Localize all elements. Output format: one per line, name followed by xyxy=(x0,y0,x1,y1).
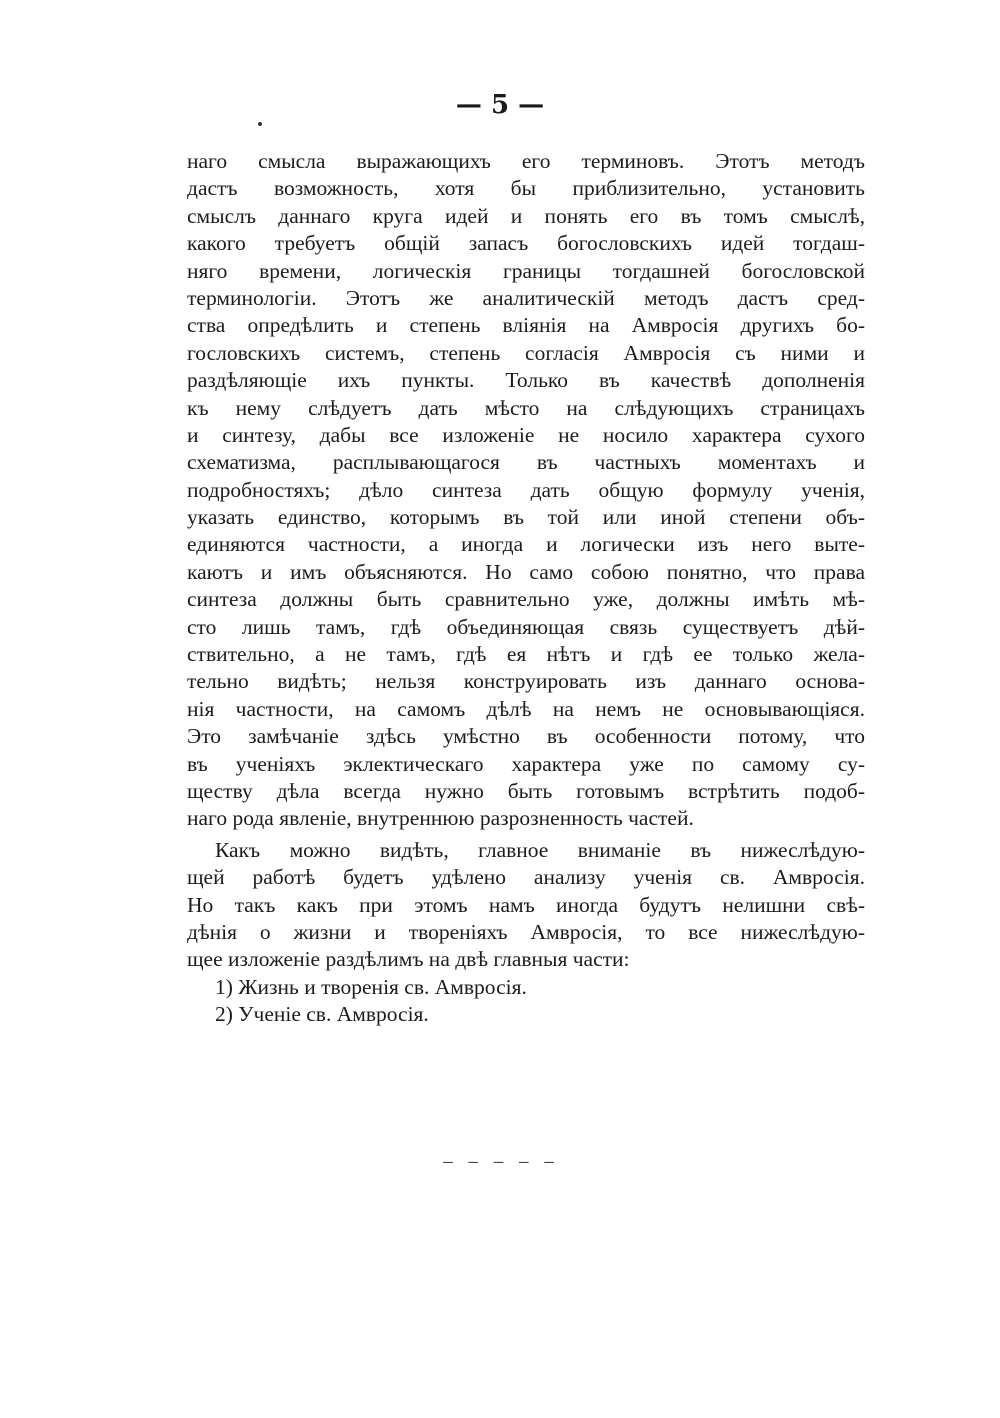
text-line: къ нему слѣдуетъ дать мѣсто на слѣдующихъ страницахъ xyxy=(187,395,865,420)
text-line: гословскихъ системъ, степень согласія Амвросія съ ними и xyxy=(187,340,865,365)
end-ornament: – – – – – xyxy=(443,1152,557,1171)
list-item: 2) Ученіе св. Амвросія. xyxy=(215,1002,429,1027)
text-line: единяются частности, а иногда и логически изъ него выте- xyxy=(187,532,865,557)
text-line: схематизма, расплывающагося въ частныхъ моментахъ и xyxy=(187,450,865,475)
text-line: дастъ возможность, хотя бы приблизительно, установить xyxy=(187,176,865,201)
parts-list xyxy=(187,974,865,1029)
text-line: каютъ и имъ объясняются. Но само собою понятно, что права xyxy=(187,559,865,584)
paragraph-1 xyxy=(187,148,865,833)
print-speck xyxy=(258,122,262,126)
text-line: ствительно, а не тамъ, гдѣ ея нѣтъ и гдѣ ее только жела- xyxy=(187,642,865,667)
paragraph-2 xyxy=(187,837,865,974)
text-line: какого требуетъ общій запасъ богословскихъ идей тогдаш- xyxy=(187,231,865,256)
text-line: ства опредѣлить и степень вліянія на Амвросія другихъ бо- xyxy=(187,313,865,338)
text-line: дѣнія о жизни и твореніяхъ Амвросія, то все нижеслѣдую- xyxy=(187,919,865,944)
text-line: нія частности, на самомъ дѣлѣ на немъ не основывающіяся. xyxy=(187,696,865,721)
text-line: Но такъ какъ при этомъ намъ иногда будутъ нелишни свѣ- xyxy=(187,892,865,917)
text-line: ществу дѣла всегда нужно быть готовымъ встрѣтить подоб- xyxy=(187,778,865,803)
text-line: Это замѣчаніе здѣсь умѣстно въ особенности потому, что xyxy=(187,724,865,749)
text-line: и синтезу, дабы все изложеніе не носило характера сухого xyxy=(187,422,865,447)
text-line: щее изложеніе раздѣлимъ на двѣ главныя части: xyxy=(187,947,630,972)
list-item: 1) Жизнь и творенія св. Амвросія. xyxy=(215,974,527,999)
text-line: тельно видѣть; нельзя конструировать изъ даннаго основа- xyxy=(187,669,865,694)
text-line: въ ученіяхъ эклектическаго характера уже по самому су- xyxy=(187,751,865,776)
text-line: щей работѣ будетъ удѣлено анализу ученія св. Амвросія. xyxy=(187,865,865,890)
text-line: смыслъ даннаго круга идей и понять его въ томъ смыслѣ, xyxy=(187,203,865,228)
text-line: терминологіи. Этотъ же аналитическій методъ дастъ сред- xyxy=(187,285,865,310)
text-line: указать единство, которымъ въ той или иной степени объ- xyxy=(187,505,865,530)
page-number: — 5 — xyxy=(455,90,545,120)
text-line: наго рода явленіе, внутреннюю разрозненность частей. xyxy=(187,806,694,831)
text-line: раздѣляющіе ихъ пункты. Только въ качествѣ дополненія xyxy=(187,368,865,393)
text-line: сто лишь тамъ, гдѣ объединяющая связь существуетъ дѣй- xyxy=(187,614,865,639)
text-line: няго времени, логическія границы тогдашней богословской xyxy=(187,258,865,283)
text-line: наго смысла выражающихъ его терминовъ. Этотъ методъ xyxy=(187,149,865,173)
body-text xyxy=(187,148,865,1029)
text-line: подробностяхъ; дѣло синтеза дать общую формулу ученія, xyxy=(187,477,865,502)
text-line: Какъ можно видѣть, главное вниманіе въ нижеслѣдую- xyxy=(215,837,865,862)
text-line: синтеза должны быть сравнительно уже, должны имѣть мѣ- xyxy=(187,587,865,612)
